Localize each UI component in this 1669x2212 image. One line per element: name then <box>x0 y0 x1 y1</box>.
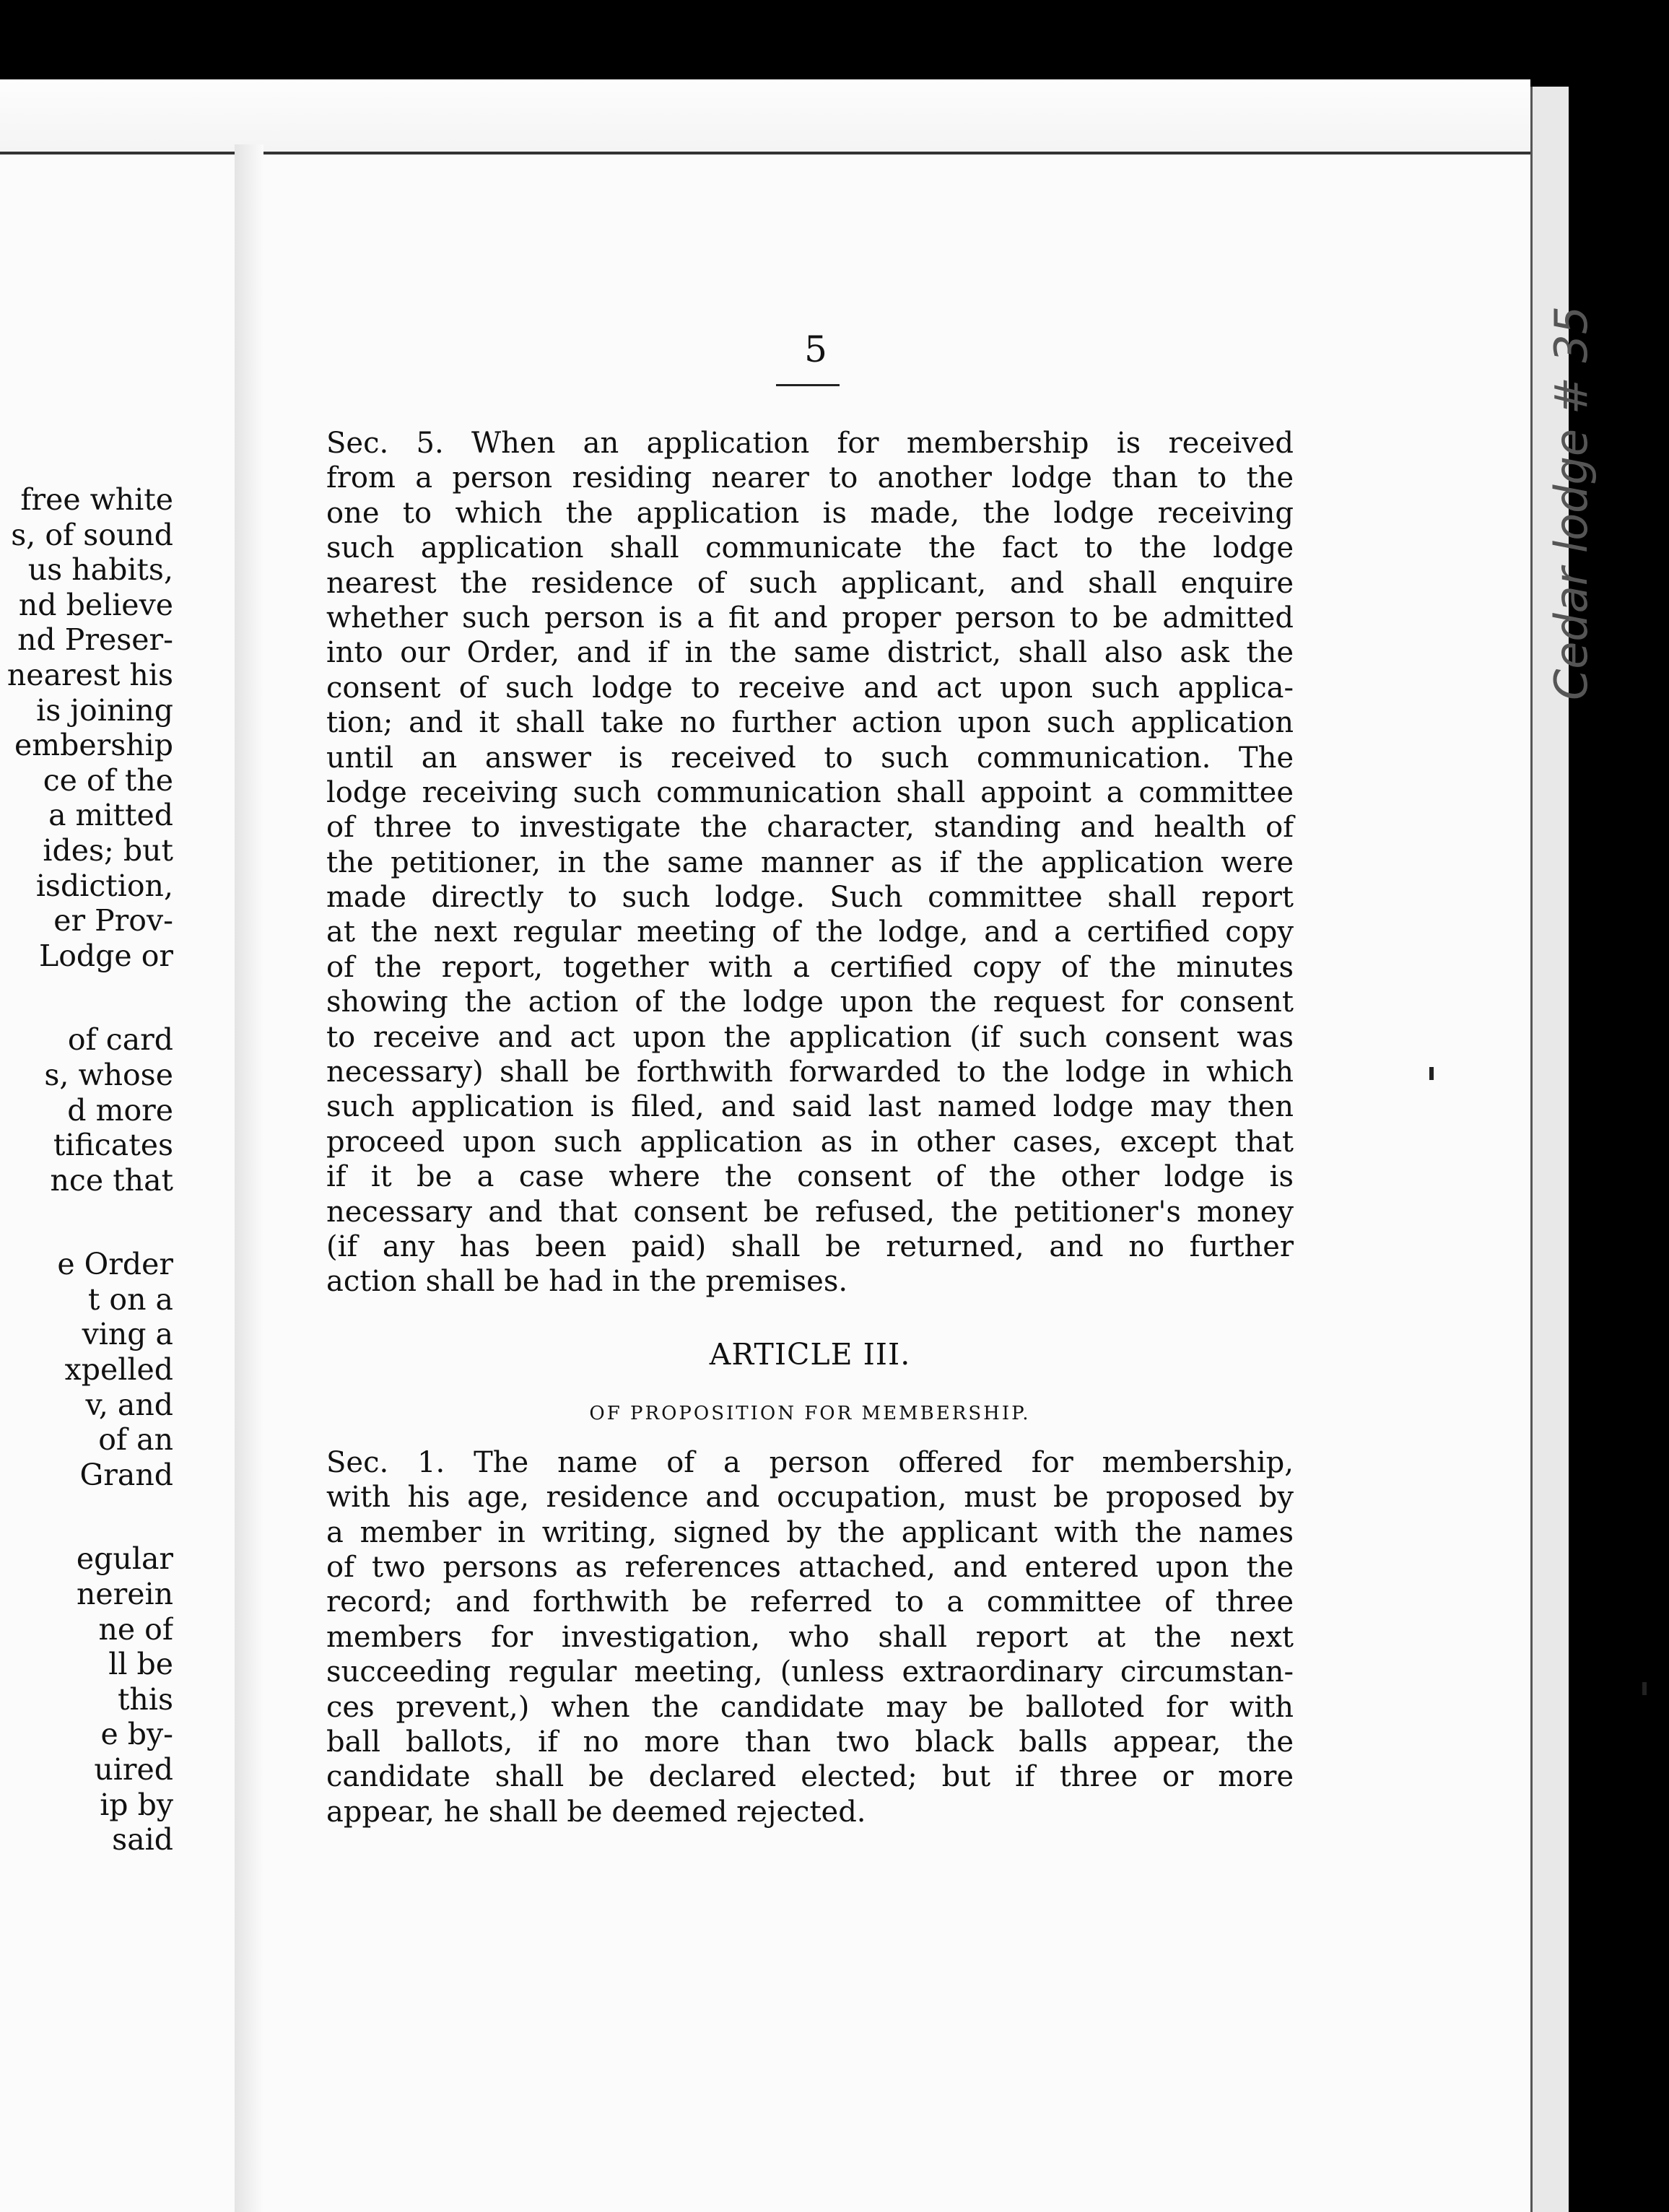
text-line: Sec. 5. When an application for membership is received <box>326 427 1294 460</box>
text-line: until an answer is received to such communication. The <box>326 741 1294 775</box>
facing-line: nerein <box>76 1577 173 1612</box>
text-line: showing the action of the lodge upon the request for consent <box>326 985 1294 1019</box>
facing-line: free white <box>20 482 173 517</box>
text-line: made directly to such lodge. Such committee shall report <box>326 881 1294 915</box>
facing-line: egular <box>76 1541 173 1577</box>
article-subheading: OF PROPOSITION FOR MEMBERSHIP. <box>589 1402 1031 1424</box>
facing-line: s, of sound <box>11 517 173 552</box>
facing-line: nce that <box>50 1162 173 1198</box>
facing-line: ip by <box>100 1787 173 1822</box>
text-line: into our Order, and if in the same district, shall also ask the <box>326 636 1294 670</box>
facing-line: this <box>117 1681 173 1717</box>
section-5 <box>326 426 1294 1299</box>
facing-line: d more <box>67 1092 173 1128</box>
text-line: whether such person is a fit and proper person to be admitted <box>326 601 1294 635</box>
facing-line: embership <box>14 728 173 763</box>
text-line: nearest the residence of such applicant, and shall enquire <box>326 566 1294 600</box>
text-line: a member in writing, signed by the applicant with the names <box>326 1515 1294 1549</box>
facing-line: ll be <box>108 1647 173 1682</box>
text-line: to receive and act upon the application (if such consent was <box>326 1020 1294 1054</box>
facing-line: uired <box>94 1752 173 1787</box>
text-line: at the next regular meeting of the lodge, and a certified copy <box>326 915 1294 949</box>
text-line: of three to investigate the character, standing and health of <box>326 811 1294 845</box>
page-body <box>326 426 1294 1829</box>
facing-line: e Order <box>57 1247 173 1282</box>
text-line: one to which the application is made, the lodge receiving <box>326 496 1294 530</box>
facing-line: s, whose <box>44 1057 173 1092</box>
facing-line: nd believe <box>18 587 173 622</box>
facing-line: isdiction, <box>35 868 173 903</box>
text-line: necessary) shall be forthwith forwarded to the lodge in which <box>326 1055 1294 1089</box>
text-line: such application shall communicate the fact to the lodge <box>326 531 1294 565</box>
facing-page-text <box>0 482 173 1858</box>
text-line: ball ballots, if no more than two black balls appear, the <box>326 1725 1294 1759</box>
facing-line: nd Preser- <box>17 622 173 658</box>
facing-line: ne of <box>98 1611 173 1647</box>
text-line: proceed upon such application as in other cases, except that <box>326 1125 1294 1159</box>
facing-line: nearest his <box>6 657 173 692</box>
text-line: consent of such lodge to receive and act upon such applica- <box>326 671 1294 705</box>
facing-line: of an <box>98 1422 173 1458</box>
facing-line: ce of the <box>43 762 173 798</box>
facing-line: xpelled <box>64 1352 173 1388</box>
previous-page-edge <box>0 79 1530 154</box>
text-line: action shall be had in the premises. <box>326 1265 848 1299</box>
text-line: lodge receiving such communication shall appoint a committee <box>326 775 1294 809</box>
page-number: 5 <box>804 328 827 370</box>
text-line: tion; and it shall take no further action upon such application <box>326 706 1294 740</box>
facing-line: Lodge or <box>39 938 173 973</box>
scan-border-top <box>0 0 1669 79</box>
facing-line: t on a <box>87 1281 173 1317</box>
text-line: from a person residing nearer to another lodge than to the <box>326 461 1294 495</box>
text-line: appear, he shall be deemed rejected. <box>326 1795 866 1829</box>
text-line: of two persons as references attached, and entered upon the <box>326 1550 1294 1584</box>
gutter-shadow <box>235 144 263 2212</box>
facing-group-1 <box>0 482 173 973</box>
text-line: of the report, together with a certified copy of the minutes <box>326 950 1294 984</box>
facing-line: tificates <box>53 1128 173 1163</box>
text-line: succeeding regular meeting, (unless extraordinary circumstan- <box>326 1655 1294 1689</box>
facing-line: us habits, <box>27 552 173 588</box>
facing-group-3 <box>0 1247 173 1492</box>
article-heading: ARTICLE III. <box>709 1336 911 1372</box>
text-line: candidate shall be declared elected; but if three or more <box>326 1760 1294 1794</box>
text-line: necessary and that consent be refused, the petitioner's money <box>326 1195 1294 1229</box>
facing-group-2 <box>0 1022 173 1198</box>
facing-line: ving a <box>82 1317 173 1352</box>
facing-group-4 <box>0 1541 173 1857</box>
text-line: record; and forthwith be referred to a committee of three <box>326 1585 1294 1619</box>
facing-line: er Prov- <box>53 903 173 939</box>
scan-speck <box>1429 1067 1434 1080</box>
scan-speck <box>1642 1682 1647 1695</box>
facing-line: Grand <box>79 1457 173 1492</box>
facing-line: e by- <box>100 1717 173 1752</box>
facing-line: said <box>112 1822 173 1858</box>
facing-line: ides; but <box>43 832 173 868</box>
text-line: (if any has been paid) shall be returned, and no further <box>326 1229 1294 1263</box>
facing-line: of card <box>67 1022 173 1058</box>
text-line: with his age, residence and occupation, must be proposed by <box>326 1481 1294 1515</box>
page-number-rule <box>776 384 840 386</box>
facing-line: a mitted <box>48 798 173 833</box>
text-line: such application is filed, and said last named lodge may then <box>326 1090 1294 1124</box>
handwritten-margin-note: Cedar lodge # 35 <box>1545 305 1598 700</box>
text-line: members for investigation, who shall report at the next <box>326 1620 1294 1654</box>
text-line: Sec. 1. The name of a person offered for membership, <box>326 1445 1294 1479</box>
text-line: ces prevent,) when the candidate may be balloted for with <box>326 1690 1294 1724</box>
section-1 <box>326 1445 1294 1829</box>
facing-line: v, and <box>85 1387 173 1422</box>
text-line: if it be a case where the consent of the other lodge is <box>326 1160 1294 1194</box>
facing-line: is joining <box>36 692 173 728</box>
text-line: the petitioner, in the same manner as if the application were <box>326 845 1294 879</box>
